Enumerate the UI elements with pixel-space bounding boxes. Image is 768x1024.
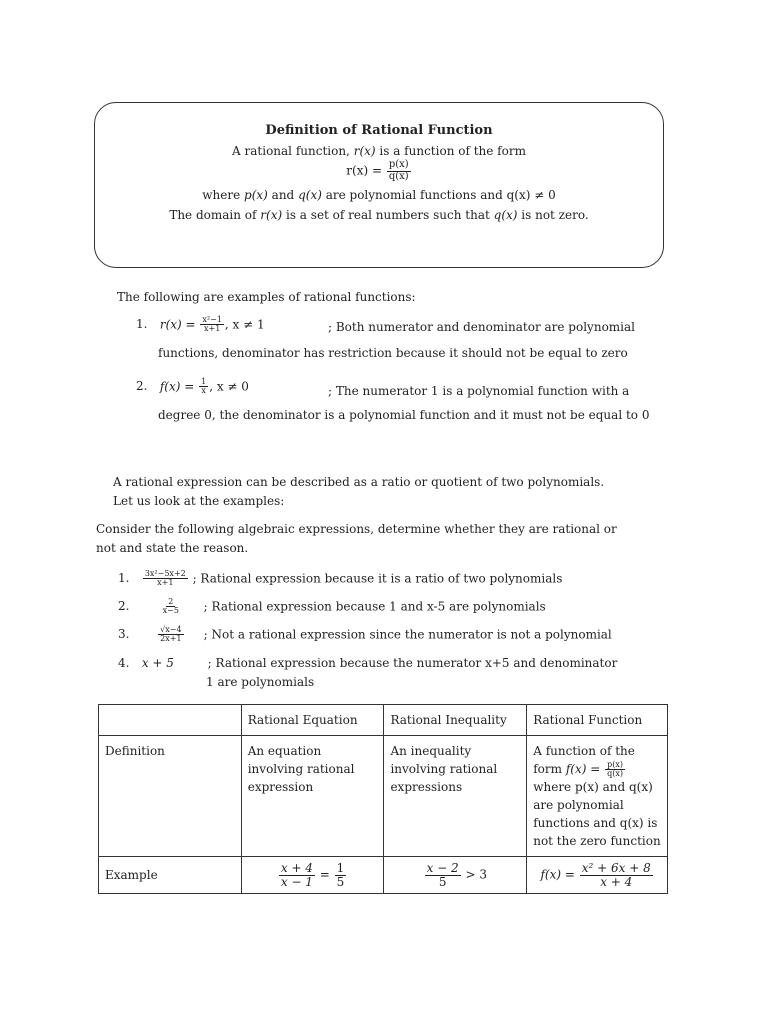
comparison-table xyxy=(98,704,668,894)
consider-line-1: Consider the following algebraic expressions, determine whether they are rational or xyxy=(96,522,617,536)
table-cell-function-example xyxy=(527,857,668,894)
definition-line-1-prefix: A rational function, xyxy=(232,144,350,158)
expression-2 xyxy=(118,598,546,616)
expression-2-numerator: 2 xyxy=(168,597,174,606)
examples-intro: The following are examples of rational functions: xyxy=(117,290,416,304)
table-cell-inequality-example xyxy=(384,857,527,894)
example-2-denominator: x xyxy=(201,386,206,396)
table-cell-function-definition xyxy=(527,736,668,857)
example-2-numerator: 1 xyxy=(201,377,207,386)
example-2-lhs: f(x) = xyxy=(159,379,195,394)
definition-box xyxy=(94,102,664,268)
expression-2-reason: ; Rational expression because 1 and x-5 are polynomials xyxy=(203,599,546,614)
equation-example-numerator-1: x + 4 xyxy=(280,861,313,876)
function-example-fraction xyxy=(580,862,653,888)
example-2-fraction xyxy=(199,378,208,396)
expression-1-numerator: 3x²−5x+2 xyxy=(144,569,186,578)
example-1 xyxy=(136,316,676,334)
equation-example-numerator-2: 1 xyxy=(336,861,345,876)
inequality-example-numerator: x − 2 xyxy=(426,861,459,876)
expression-intro-line-1: A rational expression can be described as a ratio or quotient of two polynomials. xyxy=(113,475,605,489)
example-1-note-line-1: ; Both numerator and denominator are polynomial xyxy=(328,320,635,334)
function-definition-formula: f(x) = xyxy=(565,762,601,776)
table-cell-equation-example xyxy=(241,857,384,894)
example-2-number: 2. xyxy=(136,379,148,394)
expression-2-fraction xyxy=(143,598,199,616)
expression-1-number: 1. xyxy=(118,571,130,586)
consider-line-2: not and state the reason. xyxy=(96,541,249,555)
function-definition-suffix: where p(x) and q(x) are polynomial functions and q(x) is not the zero function xyxy=(533,780,661,849)
example-2-condition: , x ≠ 0 xyxy=(209,379,249,394)
function-definition-numerator: p(x) xyxy=(607,759,623,769)
definition-line-3-p: p(x) xyxy=(244,188,268,202)
example-1-fraction xyxy=(200,316,224,334)
definition-line-3-q: q(x) xyxy=(298,188,322,202)
equation-example-fraction-2 xyxy=(335,862,347,888)
expression-3-reason: ; Not a rational expression since the numerator is not a polynomial xyxy=(203,627,612,642)
example-2 xyxy=(136,378,676,396)
expression-4-reason-line-2: 1 are polynomials xyxy=(206,675,315,689)
inequality-example-fraction xyxy=(425,862,461,888)
table-header-row xyxy=(99,705,668,736)
definition-line-4-q: q(x) xyxy=(493,208,518,222)
definition-line-3-suffix: are polynomial functions and q(x) ≠ 0 xyxy=(325,188,556,202)
table-cell-equation-definition: An equation involving rational expression xyxy=(241,736,384,857)
expression-3 xyxy=(118,626,612,644)
expression-intro-line-2: Let us look at the examples: xyxy=(113,494,285,508)
definition-formula xyxy=(95,160,663,182)
definition-line-4-mid: is a set of real numbers such that xyxy=(286,208,490,222)
example-1-lhs: r(x) = xyxy=(159,317,196,332)
definition-line-4-prefix: The domain of xyxy=(169,208,257,222)
function-example-denominator: x + 4 xyxy=(600,874,633,889)
function-definition-prefix: A function of the form xyxy=(533,744,635,776)
definition-formula-denominator: q(x) xyxy=(388,170,409,182)
function-definition-fraction xyxy=(605,761,625,779)
table-row-definition xyxy=(99,736,668,857)
definition-line-3-and: and xyxy=(271,188,295,202)
inequality-example-rhs: > 3 xyxy=(465,867,488,882)
expression-1-reason: ; Rational expression because it is a ratio of two polynomials xyxy=(192,571,563,586)
example-1-denominator: x+1 xyxy=(204,324,221,334)
example-2-note-line-1: ; The numerator 1 is a polynomial function with a xyxy=(328,384,630,398)
example-1-note-line-2: functions, denominator has restriction because it should not be equal to zero xyxy=(158,346,628,360)
definition-line-4-suffix: is not zero. xyxy=(521,208,589,222)
equation-example-equals: = xyxy=(319,867,330,882)
equation-example-denominator-2: 5 xyxy=(336,874,345,889)
definition-line-4-r: r(x) xyxy=(260,208,283,222)
expression-3-fraction xyxy=(143,626,199,644)
equation-example-denominator-1: x − 1 xyxy=(280,874,313,889)
function-example-numerator: x² + 6x + 8 xyxy=(581,861,651,876)
table-header-empty xyxy=(99,705,242,736)
expression-3-number: 3. xyxy=(118,627,130,642)
expression-4-expr: x + 5 xyxy=(141,656,174,670)
expression-2-number: 2. xyxy=(118,599,130,614)
expression-4 xyxy=(118,656,617,670)
expression-1-fraction xyxy=(143,570,188,588)
expression-1-denominator: x+1 xyxy=(157,578,174,588)
example-2-note-line-2: degree 0, the denominator is a polynomial function and it must not be equal to 0 xyxy=(158,408,650,422)
definition-formula-numerator: p(x) xyxy=(388,159,409,170)
definition-line-3 xyxy=(95,188,663,202)
definition-formula-lhs: r(x) = xyxy=(346,163,383,178)
inequality-example-denominator: 5 xyxy=(438,874,447,889)
expression-1 xyxy=(118,570,562,588)
expression-3-numerator: √x−4 xyxy=(160,625,182,634)
table-header-function: Rational Function xyxy=(527,705,668,736)
expression-2-denominator: x−5 xyxy=(162,606,179,616)
definition-line-1 xyxy=(95,144,663,158)
definition-title: Definition of Rational Function xyxy=(265,123,493,138)
table-header-equation: Rational Equation xyxy=(241,705,384,736)
function-example-lhs: f(x) = xyxy=(540,867,575,882)
function-definition-denominator: q(x) xyxy=(607,769,623,778)
definition-line-1-suffix: is a function of the form xyxy=(379,144,526,158)
table-cell-example-label: Example xyxy=(99,857,242,894)
definition-line-4 xyxy=(95,208,663,222)
definition-line-3-prefix: where xyxy=(202,188,241,202)
expression-4-number: 4. xyxy=(118,656,130,670)
definition-formula-fraction xyxy=(387,160,411,182)
table-row-example xyxy=(99,857,668,894)
table-header-inequality: Rational Inequality xyxy=(384,705,527,736)
example-1-number: 1. xyxy=(136,317,148,332)
definition-line-1-var: r(x) xyxy=(353,144,376,158)
table-cell-inequality-definition: An inequality involving rational expressions xyxy=(384,736,527,857)
example-1-condition: , x ≠ 1 xyxy=(224,317,265,332)
expression-3-denominator: 2x+1 xyxy=(160,634,182,644)
example-1-numerator: x²−1 xyxy=(202,315,222,324)
expression-4-reason: ; Rational expression because the numerator x+5 and denominator xyxy=(207,656,618,670)
table-cell-definition-label: Definition xyxy=(99,736,242,857)
equation-example-fraction-1 xyxy=(279,862,315,888)
